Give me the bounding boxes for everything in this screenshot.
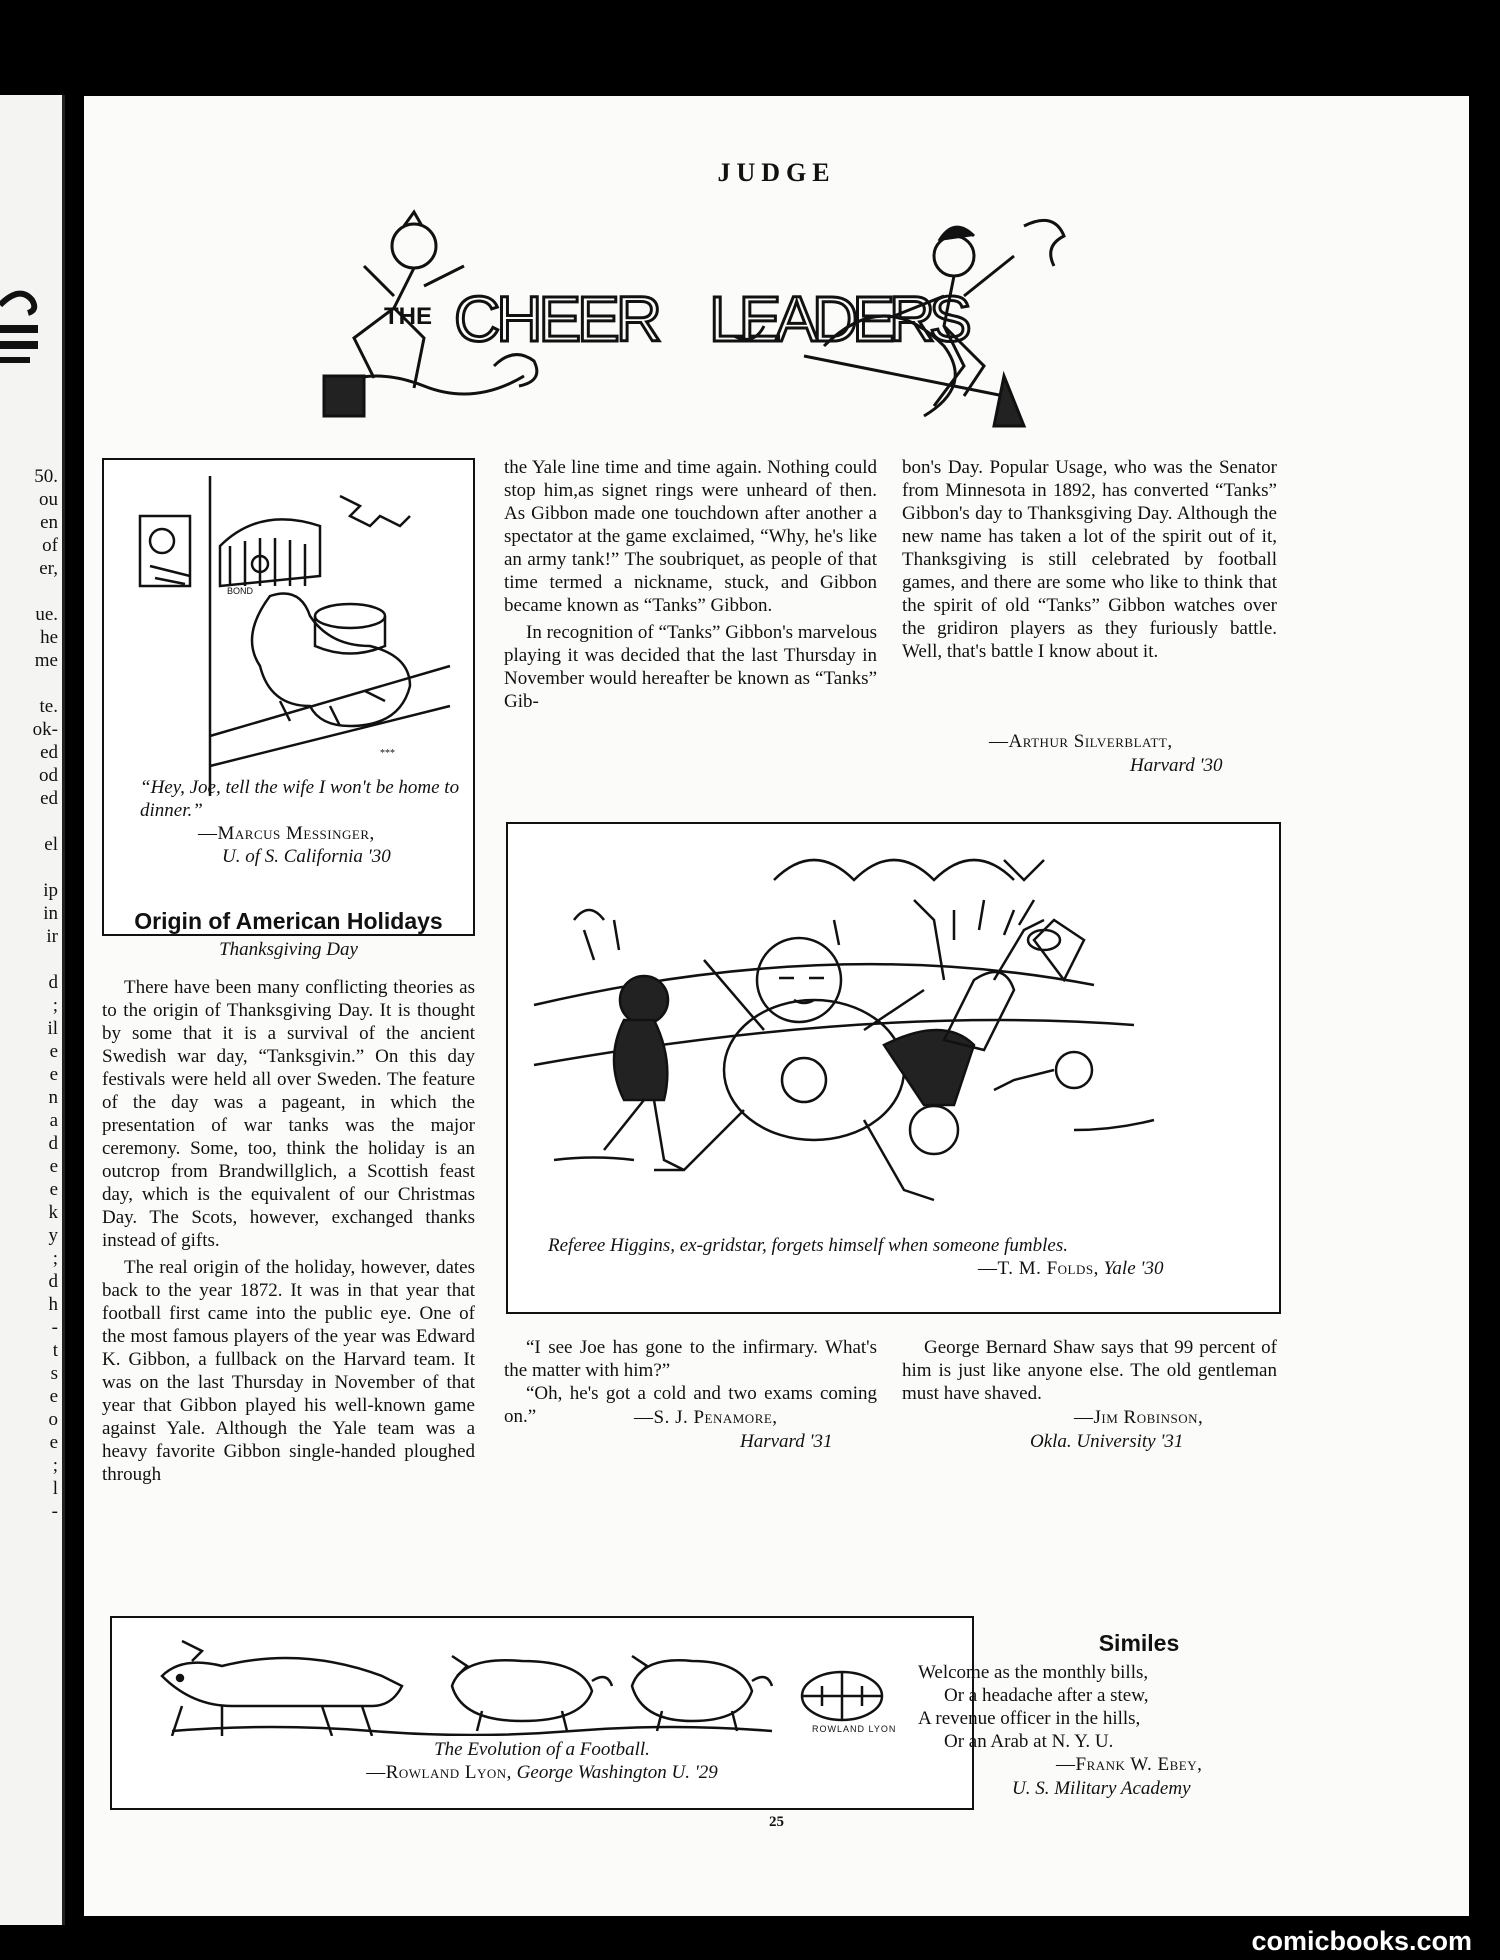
cartoon2-author: —T. M. Folds, [978,1258,1099,1279]
cartoon-illustration-3 [122,1626,962,1736]
left-page-text-fragment: ip [43,880,58,901]
left-page-text-fragment: od [39,765,58,786]
cartoon-illustration-2 [514,830,1274,1230]
joke1-school: Harvard '31 [740,1431,833,1452]
cartoon-panel-1 [102,458,475,936]
left-page-text-fragment: el [44,834,58,855]
left-page-text-fragment: o [48,1409,58,1430]
left-page-fragment [0,95,65,1925]
left-page-text-fragment: e [49,1156,58,1177]
cartoon1-author: —Marcus Messinger, [198,823,375,844]
left-page-text-fragment: ; [52,1248,58,1269]
similes-school: U. S. Military Academy [1012,1778,1191,1799]
holidays-column-2 [504,456,877,713]
ornament-icon [0,265,40,375]
similes-line-1: Welcome as the monthly bills, [918,1662,1149,1683]
joke1-author: —S. J. Penamore, [634,1407,778,1428]
holidays-author: —Arthur Silverblatt, [989,731,1173,752]
similes-title: Similes [1098,1630,1180,1656]
left-page-text-fragment: ok- [32,719,58,740]
cartoon3-author: —Rowland Lyon, [366,1762,512,1783]
holidays-title: Origin of American Holidays [134,908,443,934]
left-page-text-fragment: a [49,1110,58,1131]
holidays-paragraph-4: In recognition of “Tanks” Gibbon's marvelous playing it was decided that the last Thursday in November would hereafter be known as “Tanks” Gib- [504,622,877,712]
joke2-text: George Bernard Shaw says that 99 percent of him is just like anyone else. The old gentleman must have shaved. [902,1337,1277,1404]
left-page-text-fragment: d [48,1133,58,1154]
left-page-text-fragment: me [34,650,58,671]
watermark: comicbooks.com [1251,1926,1472,1956]
cartoon-panel-2 [506,822,1281,1314]
joke-2 [902,1336,1277,1405]
cartoon1-sign: BOND [227,586,254,596]
similes-poem [918,1661,1148,1753]
holidays-paragraph-2: The real origin of the holiday, however, dates back to the year 1872. It was in that year that football first came into the public eye. One of the most famous players of the year was Edward K. Gibbon, a fullback on the Harvard team. It was on the last Thursday in November of that year that Gibbon played his well-known game against Yale. Although the Yale team was a heavy favorite Gibbon single-handed ploughed through [102,1257,475,1485]
banner-leaders: LEADERS [709,283,966,355]
page-number: 25 [769,1814,784,1830]
cheer-leaders-banner [264,206,1164,436]
left-page-text-fragment: h [48,1294,58,1315]
left-page-text-fragment: ue. [35,604,58,625]
left-page-text-fragment: en [40,512,58,533]
similes-line-2: Or a headache after a stew, [944,1685,1149,1706]
left-page-text-fragment: il [47,1018,58,1039]
left-page-text-fragment: l [52,1478,58,1499]
left-page-text-fragment: n [48,1087,58,1108]
holidays-column-3 [902,456,1277,663]
left-page-text-fragment: ; [52,1455,58,1476]
left-page-text-fragment: 50. [34,466,58,487]
left-page-text-fragment: of [42,535,58,556]
holidays-subtitle: Thanksgiving Day [219,939,358,960]
left-page-text-fragment: d [48,1271,58,1292]
joke1-line-2: “Oh, he's got a cold and two exams coming on.” [504,1383,877,1427]
left-page-text-fragment: ir [46,926,58,947]
magazine-title: JUDGE [717,158,836,187]
cartoon2-credit [978,1257,1163,1280]
banner-cheer: CHEER [454,283,659,355]
cartoon2-school: Yale '30 [1103,1258,1164,1279]
holidays-paragraph-3: the Yale line time and time again. Nothing could stop him,as signet rings were unheard of then. As Gibbon made one touchdown after another a spectator at the game exclaimed, “Why, he's like an army tank!” The soubriquet, as people of that time termed a nickname, stuck, and Gibbon became known as “Tanks” Gibbon. [504,457,877,616]
left-page-text-fragment: e [49,1179,58,1200]
similes-author: —Frank W. Ebey, [1056,1754,1203,1775]
cartoon1-school: U. of S. California '30 [222,846,391,867]
magazine-page [84,96,1469,1916]
cartoon-illustration-1 [110,466,466,796]
left-page-text-fragment: e [49,1064,58,1085]
left-page-text-fragment: s [50,1363,58,1384]
left-page-text-fragment: - [51,1317,58,1338]
left-page-text-fragment: e [49,1041,58,1062]
left-page-text-fragment: e [49,1386,58,1407]
holidays-paragraph-5: bon's Day. Popular Usage, who was the Senator from Minnesota in 1892, has converted “Tanks” Gibbon's day to Thanksgiving Day. Although the new name has taken a lot of the spirit out of it, Thanksgiving is still celebrated by football games, and there are some who like to think that the spirit of old “Tanks” Gibbon watches over the gridiron players as they furiously battle. Well, that's battle I know about it. [902,457,1277,662]
holidays-column-1 [102,976,475,1486]
left-page-text-fragment: ; [52,995,58,1016]
left-page-text-fragment: e [49,1432,58,1453]
cartoon3-school: George Washington U. '29 [516,1762,718,1783]
cartoon3-artist-signature: ROWLAND LYON [812,1724,897,1734]
left-page-text-fragment: ou [39,489,58,510]
left-page-text-fragment: ed [40,788,58,809]
left-page-text-fragment: te. [39,696,58,717]
joke1-line-1: “I see Joe has gone to the infirmary. What's the matter with him?” [504,1337,877,1381]
left-page-text-fragment: he [40,627,58,648]
cartoon-panel-3 [110,1616,974,1810]
left-page-text-fragment: t [52,1340,58,1361]
left-page-text-fragment: d [48,972,58,993]
left-page-text-fragment: ed [40,742,58,763]
joke2-author: —Jim Robinson, [1074,1407,1204,1428]
left-page-text-fragment: in [43,903,58,924]
similes-line-4: Or an Arab at N. Y. U. [944,1731,1114,1752]
left-page-text-fragment: k [48,1202,58,1223]
left-page-text-fragment: er, [39,558,58,579]
cartoon2-caption: Referee Higgins, ex-gridstar, forgets himself when someone fumbles. [548,1235,1068,1256]
left-page-text-fragment: - [51,1501,58,1522]
cartoon1-caption: “Hey, Joe, tell the wife I won't be home to dinner.” [140,777,460,821]
holidays-school: Harvard '30 [1130,755,1223,776]
banner-the: THE [384,303,432,330]
svg-text:***: *** [380,748,395,759]
left-page-text-fragment: y [48,1225,58,1246]
cartoon3-credit [112,1761,972,1784]
similes-line-3: A revenue officer in the hills, [918,1708,1141,1729]
cartoon3-caption: The Evolution of a Football. [434,1739,650,1760]
holidays-paragraph-1: There have been many conflicting theories as to the origin of Thanksgiving Day. It is thought by some that it is a survival of the ancient Swedish war day, “Tanksgivin.” On this day festivals were held all over Sweden. The feature of the day was a pageant, in which the presentation of war tanks was the major ceremony. Some, too, think the holiday is an outcrop from Brandwillglich, a Scottish feast day, which is the equivalent of our Christmas Day. The Scots, however, exchanged thanks instead of gifts. [102,977,475,1251]
joke2-school: Okla. University '31 [1030,1431,1184,1452]
